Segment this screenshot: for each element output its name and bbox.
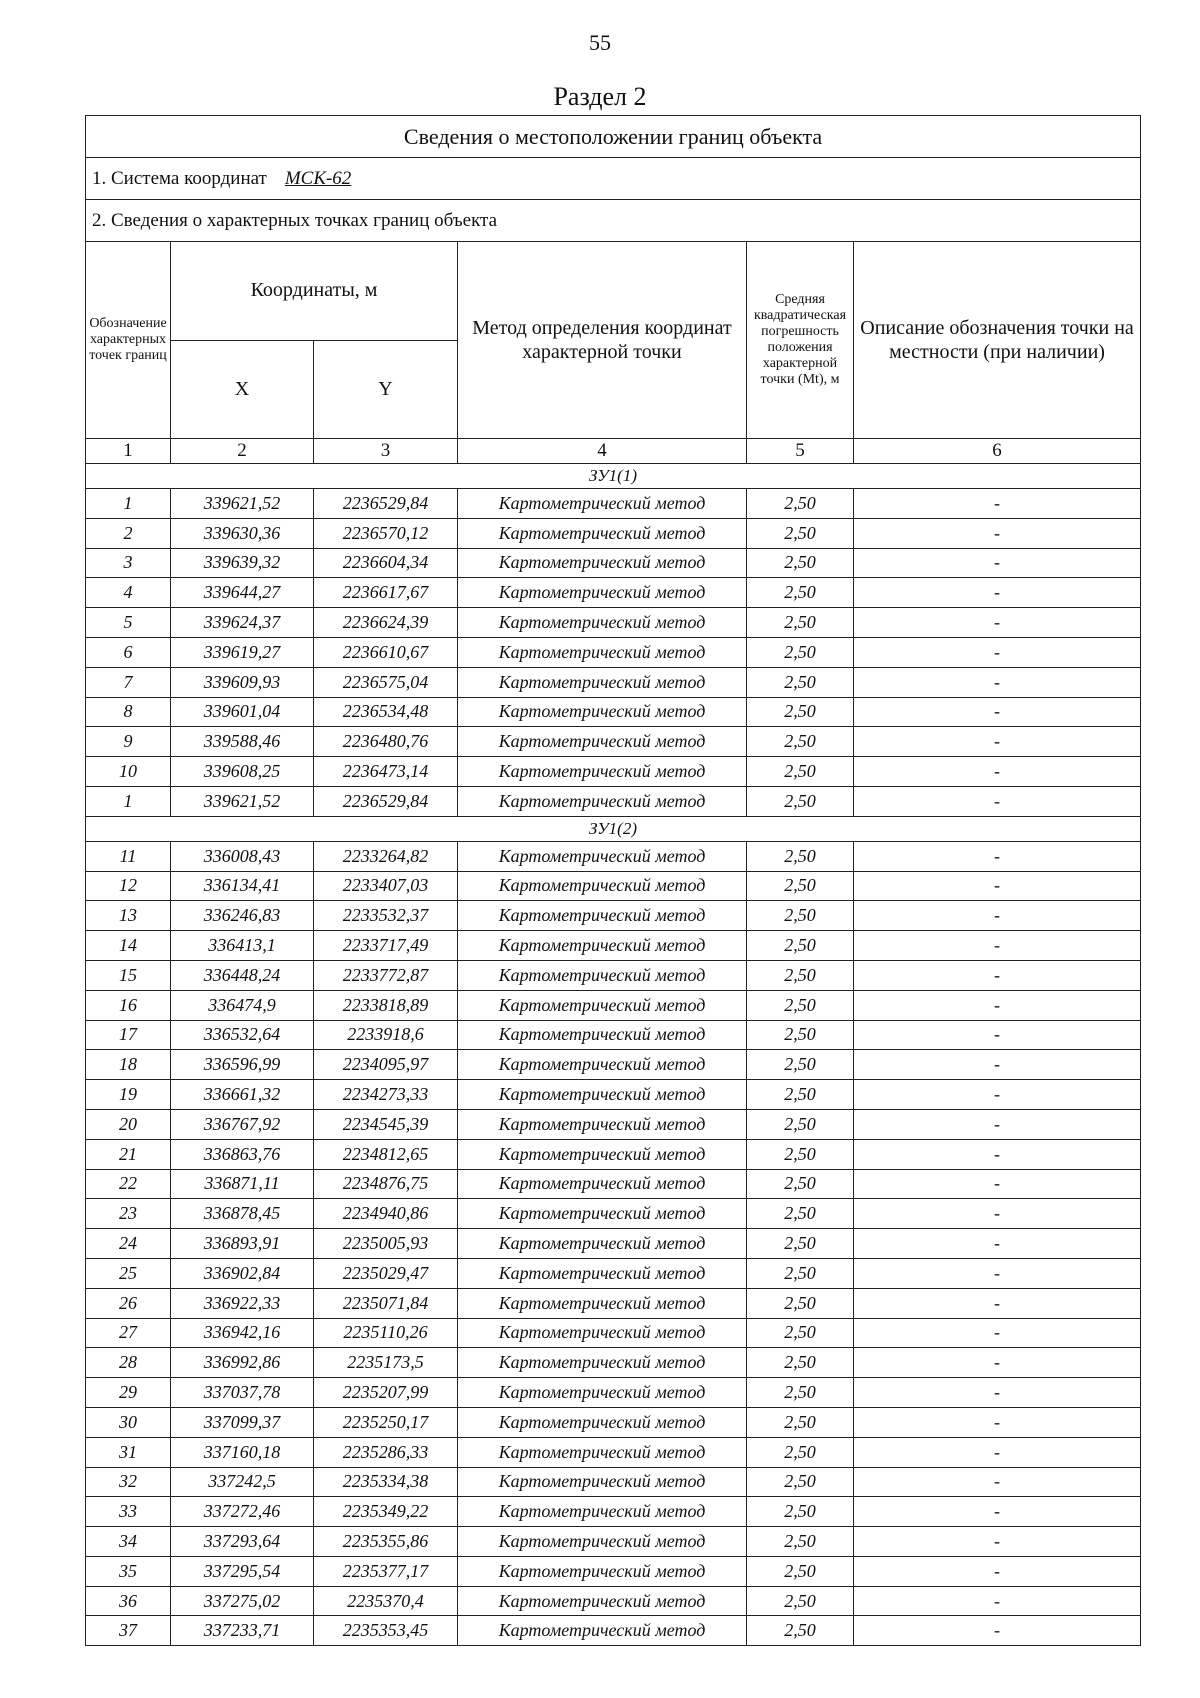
table-row: [86, 608, 1141, 638]
x-coordinate-cell: 336767,92: [171, 1109, 314, 1139]
error-cell: 2,50: [747, 1288, 854, 1318]
method-cell: Картометрический метод: [458, 1527, 747, 1557]
point-number-cell: 20: [86, 1109, 171, 1139]
table-row: [86, 1139, 1141, 1169]
x-coordinate-cell: 339619,27: [171, 637, 314, 667]
description-cell: -: [854, 960, 1141, 990]
coord-system-value: МСК-62: [284, 167, 352, 189]
method-cell: Картометрический метод: [458, 1229, 747, 1259]
description-cell: -: [854, 990, 1141, 1020]
method-cell: Картометрический метод: [458, 1080, 747, 1110]
error-cell: 2,50: [747, 960, 854, 990]
y-coordinate-cell: 2235207,99: [314, 1378, 458, 1408]
x-coordinate-cell: 339609,93: [171, 667, 314, 697]
point-number-cell: 15: [86, 960, 171, 990]
x-coordinate-cell: 339588,46: [171, 727, 314, 757]
point-number-cell: 1: [86, 489, 171, 519]
column-number: 1: [86, 439, 171, 464]
description-cell: -: [854, 637, 1141, 667]
point-number-cell: 22: [86, 1169, 171, 1199]
x-coordinate-cell: 337275,02: [171, 1586, 314, 1616]
point-number-cell: 21: [86, 1139, 171, 1169]
description-cell: -: [854, 727, 1141, 757]
y-coordinate-cell: 2236604,34: [314, 548, 458, 578]
x-coordinate-cell: 339621,52: [171, 489, 314, 519]
error-cell: 2,50: [747, 786, 854, 816]
description-cell: -: [854, 1080, 1141, 1110]
x-coordinate-cell: 339639,32: [171, 548, 314, 578]
y-coordinate-cell: 2233717,49: [314, 931, 458, 961]
y-coordinate-cell: 2233772,87: [314, 960, 458, 990]
error-cell: 2,50: [747, 1318, 854, 1348]
y-coordinate-cell: 2236473,14: [314, 757, 458, 787]
description-cell: -: [854, 1050, 1141, 1080]
point-number-cell: 16: [86, 990, 171, 1020]
method-cell: Картометрический метод: [458, 697, 747, 727]
error-cell: 2,50: [747, 1407, 854, 1437]
column-number: 6: [854, 439, 1141, 464]
error-cell: 2,50: [747, 548, 854, 578]
description-cell: -: [854, 578, 1141, 608]
x-coordinate-cell: 336871,11: [171, 1169, 314, 1199]
y-coordinate-cell: 2235250,17: [314, 1407, 458, 1437]
description-cell: -: [854, 1556, 1141, 1586]
y-coordinate-cell: 2235005,93: [314, 1229, 458, 1259]
y-coordinate-cell: 2235173,5: [314, 1348, 458, 1378]
description-cell: -: [854, 841, 1141, 871]
coord-system-cell: [86, 158, 1141, 200]
point-number-cell: 24: [86, 1229, 171, 1259]
error-cell: 2,50: [747, 489, 854, 519]
y-coordinate-cell: 2235377,17: [314, 1556, 458, 1586]
table-row: [86, 667, 1141, 697]
table-row: [86, 960, 1141, 990]
method-cell: Картометрический метод: [458, 931, 747, 961]
error-cell: 2,50: [747, 901, 854, 931]
y-coordinate-cell: 2233818,89: [314, 990, 458, 1020]
table-row: [86, 727, 1141, 757]
method-cell: Картометрический метод: [458, 637, 747, 667]
table-row: [86, 1616, 1141, 1646]
error-cell: 2,50: [747, 931, 854, 961]
point-number-cell: 23: [86, 1199, 171, 1229]
x-coordinate-cell: 336008,43: [171, 841, 314, 871]
section-title: Раздел 2: [553, 82, 647, 111]
header-coordinates: Координаты, м: [171, 242, 458, 341]
x-coordinate-cell: 339608,25: [171, 757, 314, 787]
description-cell: -: [854, 1318, 1141, 1348]
point-number-cell: 33: [86, 1497, 171, 1527]
table-row: [86, 637, 1141, 667]
description-cell: -: [854, 1467, 1141, 1497]
method-cell: Картометрический метод: [458, 1556, 747, 1586]
error-cell: 2,50: [747, 1527, 854, 1557]
error-cell: 2,50: [747, 1169, 854, 1199]
point-number-cell: 18: [86, 1050, 171, 1080]
table-row: [86, 1586, 1141, 1616]
error-cell: 2,50: [747, 1586, 854, 1616]
method-cell: Картометрический метод: [458, 1318, 747, 1348]
y-coordinate-cell: 2235286,33: [314, 1437, 458, 1467]
error-cell: 2,50: [747, 1109, 854, 1139]
method-cell: Картометрический метод: [458, 960, 747, 990]
error-cell: 2,50: [747, 1020, 854, 1050]
x-coordinate-cell: 336474,9: [171, 990, 314, 1020]
method-cell: Картометрический метод: [458, 727, 747, 757]
description-cell: -: [854, 871, 1141, 901]
coord-system-row: [86, 158, 1141, 200]
table-title: Сведения о местоположении границ объекта: [86, 116, 1141, 158]
y-coordinate-cell: 2235353,45: [314, 1616, 458, 1646]
x-coordinate-cell: 336661,32: [171, 1080, 314, 1110]
error-cell: 2,50: [747, 518, 854, 548]
x-coordinate-cell: 339644,27: [171, 578, 314, 608]
y-coordinate-cell: 2236529,84: [314, 489, 458, 519]
point-number-cell: 5: [86, 608, 171, 638]
header-y: Y: [314, 340, 458, 439]
error-cell: 2,50: [747, 637, 854, 667]
y-coordinate-cell: 2236534,48: [314, 697, 458, 727]
column-number: 4: [458, 439, 747, 464]
point-number-cell: 29: [86, 1378, 171, 1408]
method-cell: Картометрический метод: [458, 871, 747, 901]
description-cell: -: [854, 608, 1141, 638]
x-coordinate-cell: 337293,64: [171, 1527, 314, 1557]
point-number-cell: 32: [86, 1467, 171, 1497]
x-coordinate-cell: 336902,84: [171, 1258, 314, 1288]
error-cell: 2,50: [747, 871, 854, 901]
description-cell: -: [854, 901, 1141, 931]
method-cell: Картометрический метод: [458, 1467, 747, 1497]
method-cell: Картометрический метод: [458, 1020, 747, 1050]
point-number-cell: 25: [86, 1258, 171, 1288]
point-number-cell: 13: [86, 901, 171, 931]
point-number-cell: 2: [86, 518, 171, 548]
point-number-cell: 34: [86, 1527, 171, 1557]
description-cell: -: [854, 1586, 1141, 1616]
y-coordinate-cell: 2234273,33: [314, 1080, 458, 1110]
x-coordinate-cell: 337037,78: [171, 1378, 314, 1408]
method-cell: Картометрический метод: [458, 841, 747, 871]
method-cell: Картометрический метод: [458, 548, 747, 578]
point-number-cell: 4: [86, 578, 171, 608]
x-coordinate-cell: 339624,37: [171, 608, 314, 638]
error-cell: 2,50: [747, 1050, 854, 1080]
table-row: [86, 1318, 1141, 1348]
x-coordinate-cell: 336942,16: [171, 1318, 314, 1348]
method-cell: Картометрический метод: [458, 1050, 747, 1080]
description-cell: -: [854, 1527, 1141, 1557]
method-cell: Картометрический метод: [458, 578, 747, 608]
header-x: X: [171, 340, 314, 439]
table-row: [86, 1109, 1141, 1139]
error-cell: 2,50: [747, 1616, 854, 1646]
point-number-cell: 36: [86, 1586, 171, 1616]
method-cell: Картометрический метод: [458, 489, 747, 519]
method-cell: Картометрический метод: [458, 1199, 747, 1229]
error-cell: 2,50: [747, 1348, 854, 1378]
point-number-cell: 28: [86, 1348, 171, 1378]
description-cell: -: [854, 1378, 1141, 1408]
description-cell: -: [854, 1348, 1141, 1378]
description-cell: -: [854, 1199, 1141, 1229]
method-cell: Картометрический метод: [458, 608, 747, 638]
column-number: 2: [171, 439, 314, 464]
error-cell: 2,50: [747, 578, 854, 608]
x-coordinate-cell: 336413,1: [171, 931, 314, 961]
table-row: [86, 901, 1141, 931]
x-coordinate-cell: 336246,83: [171, 901, 314, 931]
y-coordinate-cell: 2236624,39: [314, 608, 458, 638]
column-number: 5: [747, 439, 854, 464]
method-cell: Картометрический метод: [458, 1616, 747, 1646]
method-cell: Картометрический метод: [458, 1139, 747, 1169]
method-cell: Картометрический метод: [458, 1497, 747, 1527]
method-cell: Картометрический метод: [458, 1437, 747, 1467]
y-coordinate-cell: 2235029,47: [314, 1258, 458, 1288]
table-row: [86, 1050, 1141, 1080]
table-row: [86, 1378, 1141, 1408]
point-number-cell: 19: [86, 1080, 171, 1110]
point-number-cell: 7: [86, 667, 171, 697]
point-number-cell: 35: [86, 1556, 171, 1586]
table-row: [86, 990, 1141, 1020]
point-number-cell: 3: [86, 548, 171, 578]
y-coordinate-cell: 2234876,75: [314, 1169, 458, 1199]
y-coordinate-cell: 2235334,38: [314, 1467, 458, 1497]
description-cell: -: [854, 1437, 1141, 1467]
boundary-points-table: [85, 115, 1141, 1646]
group-name: ЗУ1(2): [86, 816, 1141, 841]
point-number-cell: 10: [86, 757, 171, 787]
error-cell: 2,50: [747, 1378, 854, 1408]
header-row-top: [86, 242, 1141, 341]
table-row: [86, 1199, 1141, 1229]
x-coordinate-cell: 337099,37: [171, 1407, 314, 1437]
coord-system-label: 1. Система координат: [92, 167, 267, 189]
point-number-cell: 9: [86, 727, 171, 757]
x-coordinate-cell: 337233,71: [171, 1616, 314, 1646]
description-cell: -: [854, 1258, 1141, 1288]
error-cell: 2,50: [747, 1139, 854, 1169]
description-cell: -: [854, 1616, 1141, 1646]
table-row: [86, 1080, 1141, 1110]
method-cell: Картометрический метод: [458, 1169, 747, 1199]
error-cell: 2,50: [747, 1556, 854, 1586]
table-row: [86, 1497, 1141, 1527]
table-row: [86, 518, 1141, 548]
group-name: ЗУ1(1): [86, 464, 1141, 489]
description-cell: -: [854, 931, 1141, 961]
column-numbers-row: [86, 439, 1141, 464]
method-cell: Картометрический метод: [458, 518, 747, 548]
description-cell: -: [854, 1169, 1141, 1199]
error-cell: 2,50: [747, 1080, 854, 1110]
column-number: 3: [314, 439, 458, 464]
header-error: Средняя квадратическая погрешность положения характерной точки (Mt), м: [747, 242, 854, 439]
y-coordinate-cell: 2235370,4: [314, 1586, 458, 1616]
table-row: [86, 1407, 1141, 1437]
y-coordinate-cell: 2235110,26: [314, 1318, 458, 1348]
x-coordinate-cell: 337160,18: [171, 1437, 314, 1467]
x-coordinate-cell: 337295,54: [171, 1556, 314, 1586]
y-coordinate-cell: 2233532,37: [314, 901, 458, 931]
method-cell: Картометрический метод: [458, 1378, 747, 1408]
x-coordinate-cell: 336134,41: [171, 871, 314, 901]
description-cell: -: [854, 667, 1141, 697]
x-coordinate-cell: 339601,04: [171, 697, 314, 727]
description-cell: -: [854, 757, 1141, 787]
x-coordinate-cell: 336893,91: [171, 1229, 314, 1259]
page-number: 55: [589, 30, 611, 55]
method-cell: Картометрический метод: [458, 990, 747, 1020]
error-cell: 2,50: [747, 990, 854, 1020]
description-cell: -: [854, 786, 1141, 816]
y-coordinate-cell: 2236617,67: [314, 578, 458, 608]
method-cell: Картометрический метод: [458, 667, 747, 697]
error-cell: 2,50: [747, 727, 854, 757]
description-cell: -: [854, 1407, 1141, 1437]
method-cell: Картометрический метод: [458, 1348, 747, 1378]
table-row: [86, 1288, 1141, 1318]
x-coordinate-cell: 336596,99: [171, 1050, 314, 1080]
description-cell: -: [854, 1109, 1141, 1139]
description-cell: -: [854, 1020, 1141, 1050]
header-description: Описание обозначения точки на местности (при наличии): [854, 242, 1141, 439]
table-row: [86, 1169, 1141, 1199]
table-row: [86, 578, 1141, 608]
point-number-cell: 17: [86, 1020, 171, 1050]
error-cell: 2,50: [747, 1258, 854, 1288]
description-cell: -: [854, 1288, 1141, 1318]
y-coordinate-cell: 2235349,22: [314, 1497, 458, 1527]
y-coordinate-cell: 2233918,6: [314, 1020, 458, 1050]
x-coordinate-cell: 339621,52: [171, 786, 314, 816]
error-cell: 2,50: [747, 667, 854, 697]
x-coordinate-cell: 336878,45: [171, 1199, 314, 1229]
error-cell: 2,50: [747, 697, 854, 727]
error-cell: 2,50: [747, 841, 854, 871]
point-number-cell: 6: [86, 637, 171, 667]
table-row: [86, 1437, 1141, 1467]
x-coordinate-cell: 336863,76: [171, 1139, 314, 1169]
y-coordinate-cell: 2236480,76: [314, 727, 458, 757]
table-row: [86, 489, 1141, 519]
point-number-cell: 12: [86, 871, 171, 901]
header-method: Метод определения координат характерной точки: [458, 242, 747, 439]
method-cell: Картометрический метод: [458, 901, 747, 931]
table-row: [86, 1020, 1141, 1050]
group-row: [86, 816, 1141, 841]
point-number-cell: 31: [86, 1437, 171, 1467]
y-coordinate-cell: 2236570,12: [314, 518, 458, 548]
description-cell: -: [854, 697, 1141, 727]
y-coordinate-cell: 2236610,67: [314, 637, 458, 667]
method-cell: Картометрический метод: [458, 1288, 747, 1318]
method-cell: Картометрический метод: [458, 757, 747, 787]
y-coordinate-cell: 2233407,03: [314, 871, 458, 901]
method-cell: Картометрический метод: [458, 1258, 747, 1288]
y-coordinate-cell: 2236529,84: [314, 786, 458, 816]
description-cell: -: [854, 489, 1141, 519]
description-cell: -: [854, 1139, 1141, 1169]
x-coordinate-cell: 337272,46: [171, 1497, 314, 1527]
table-row: [86, 757, 1141, 787]
error-cell: 2,50: [747, 1199, 854, 1229]
table-row: [86, 1258, 1141, 1288]
x-coordinate-cell: 336992,86: [171, 1348, 314, 1378]
point-number-cell: 37: [86, 1616, 171, 1646]
description-cell: -: [854, 1497, 1141, 1527]
points-heading-row: [86, 200, 1141, 242]
method-cell: Картометрический метод: [458, 1586, 747, 1616]
table-row: [86, 1556, 1141, 1586]
error-cell: 2,50: [747, 1229, 854, 1259]
x-coordinate-cell: 339630,36: [171, 518, 314, 548]
table-row: [86, 548, 1141, 578]
y-coordinate-cell: 2235355,86: [314, 1527, 458, 1557]
table-row: [86, 1229, 1141, 1259]
point-number-cell: 1: [86, 786, 171, 816]
point-number-cell: 11: [86, 841, 171, 871]
description-cell: -: [854, 548, 1141, 578]
y-coordinate-cell: 2234940,86: [314, 1199, 458, 1229]
point-number-cell: 27: [86, 1318, 171, 1348]
y-coordinate-cell: 2235071,84: [314, 1288, 458, 1318]
error-cell: 2,50: [747, 1497, 854, 1527]
y-coordinate-cell: 2234095,97: [314, 1050, 458, 1080]
method-cell: Картометрический метод: [458, 1109, 747, 1139]
point-number-cell: 8: [86, 697, 171, 727]
table-row: [86, 697, 1141, 727]
table-row: [86, 1467, 1141, 1497]
table-row: [86, 1527, 1141, 1557]
point-number-cell: 26: [86, 1288, 171, 1318]
description-cell: -: [854, 518, 1141, 548]
table-row: [86, 871, 1141, 901]
header-point-designation: Обозначение характерных точек границ: [86, 242, 171, 439]
error-cell: 2,50: [747, 608, 854, 638]
x-coordinate-cell: 336448,24: [171, 960, 314, 990]
error-cell: 2,50: [747, 1467, 854, 1497]
error-cell: 2,50: [747, 757, 854, 787]
y-coordinate-cell: 2234812,65: [314, 1139, 458, 1169]
group-row: [86, 464, 1141, 489]
x-coordinate-cell: 336532,64: [171, 1020, 314, 1050]
description-cell: -: [854, 1229, 1141, 1259]
point-number-cell: 14: [86, 931, 171, 961]
table-title-row: [86, 116, 1141, 158]
table-row: [86, 1348, 1141, 1378]
table-row: [86, 841, 1141, 871]
table-row: [86, 786, 1141, 816]
point-number-cell: 30: [86, 1407, 171, 1437]
x-coordinate-cell: 337242,5: [171, 1467, 314, 1497]
error-cell: 2,50: [747, 1437, 854, 1467]
points-heading: 2. Сведения о характерных точках границ объекта: [86, 200, 1141, 242]
method-cell: Картометрический метод: [458, 786, 747, 816]
x-coordinate-cell: 336922,33: [171, 1288, 314, 1318]
y-coordinate-cell: 2234545,39: [314, 1109, 458, 1139]
y-coordinate-cell: 2236575,04: [314, 667, 458, 697]
y-coordinate-cell: 2233264,82: [314, 841, 458, 871]
method-cell: Картометрический метод: [458, 1407, 747, 1437]
table-row: [86, 931, 1141, 961]
